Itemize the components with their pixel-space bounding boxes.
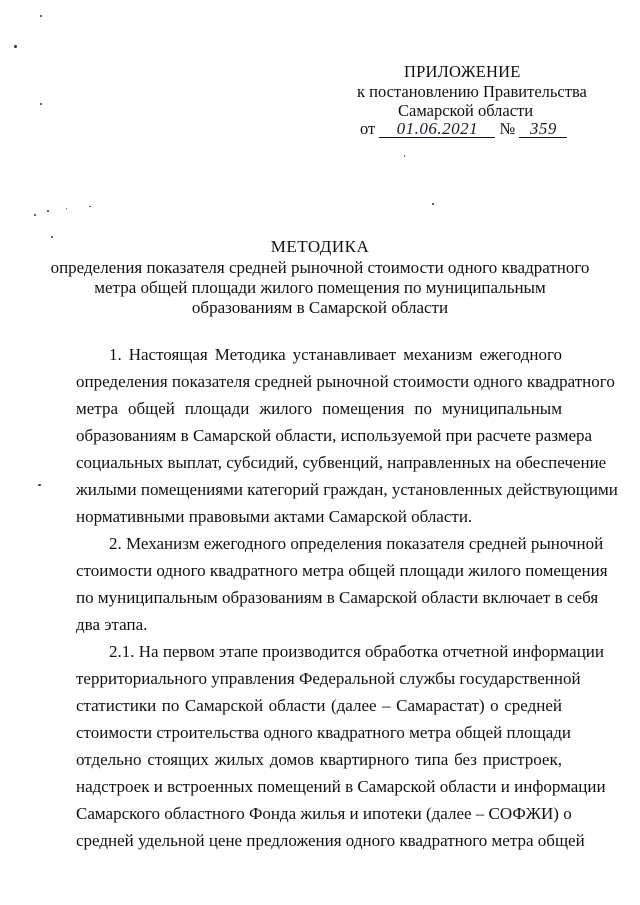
document-subtitle-line: образованиям в Самарской области xyxy=(191,298,449,317)
paragraph-1-line: нормативными правовыми актами Самарской области. xyxy=(76,507,473,526)
scan-speck xyxy=(34,214,36,216)
paragraph-2-line: стоимости одного квадратного метра общей площади жилого помещения xyxy=(76,561,608,580)
document-subtitle-line: определения показателя средней рыночной стоимости одного квадратного xyxy=(50,258,590,277)
paragraph-1-line: 1. Настоящая Методика устанавливает механизм ежегодного xyxy=(109,345,562,364)
scan-speck xyxy=(40,103,42,105)
appendix-date-number-line xyxy=(360,119,567,139)
scan-speck xyxy=(14,45,17,48)
document-title: МЕТОДИКА xyxy=(270,237,370,256)
date-prefix: от xyxy=(360,119,376,138)
scan-speck xyxy=(47,210,49,212)
paragraph-1-line: определения показателя средней рыночной стоимости одного квадратного xyxy=(76,372,615,391)
handwritten-number: 359 xyxy=(519,121,567,138)
paragraph-1-line: жилыми помещениями категорий граждан, установленных действующими xyxy=(76,480,618,499)
paragraph-2-line: два этапа. xyxy=(76,615,148,634)
handwritten-date: 01.06.2021 xyxy=(379,121,495,138)
scan-speck xyxy=(40,15,42,17)
paragraph-2-1-line: средней удельной цене предложения одного квадратного метра общей xyxy=(76,831,585,850)
paragraph-2-1-line: статистики по Самарской области (далее – Самарастат) о средней xyxy=(76,696,562,715)
scan-speck xyxy=(404,155,405,157)
paragraph-2-line: 2. Механизм ежегодного определения показателя средней рыночной xyxy=(109,534,604,553)
scan-speck xyxy=(432,203,434,205)
paragraph-1-line: образованиям в Самарской области, используемой при расчете размера xyxy=(76,426,593,445)
paragraph-2-1-line: территориального управления Федеральной службы государственной xyxy=(76,669,581,688)
scan-speck xyxy=(51,236,53,238)
document-subtitle-line: метра общей площади жилого помещения по муниципальным xyxy=(94,278,546,297)
scan-speck xyxy=(66,208,67,209)
appendix-line-region: Самарской области xyxy=(398,101,534,120)
appendix-title: ПРИЛОЖЕНИЕ xyxy=(404,62,521,81)
paragraph-2-line: по муниципальным образованиям в Самарской области включает в себя xyxy=(76,588,599,607)
scan-speck xyxy=(38,484,41,486)
paragraph-2-1-line: 2.1. На первом этапе производится обработка отчетной информации xyxy=(109,642,604,661)
paragraph-2-1-line: надстроек и встроенных помещений в Самарской области и информации xyxy=(76,777,606,796)
paragraph-2-1-line: отдельно стоящих жилых домов квартирного типа без пристроек, xyxy=(76,750,562,769)
appendix-line-resolution: к постановлению Правительства xyxy=(357,82,587,101)
number-prefix: № xyxy=(499,119,516,138)
scan-speck xyxy=(89,206,91,207)
paragraph-2-1-line: стоимости строительства одного квадратного метра общей площади xyxy=(76,723,571,742)
paragraph-1-line: социальных выплат, субсидий, субвенций, направленных на обеспечение xyxy=(76,453,607,472)
paragraph-2-1-line: Самарского областного Фонда жилья и ипотеки (далее – СОФЖИ) о xyxy=(76,804,572,823)
paragraph-1-line: метра общей площади жилого помещения по муниципальным xyxy=(76,399,562,418)
